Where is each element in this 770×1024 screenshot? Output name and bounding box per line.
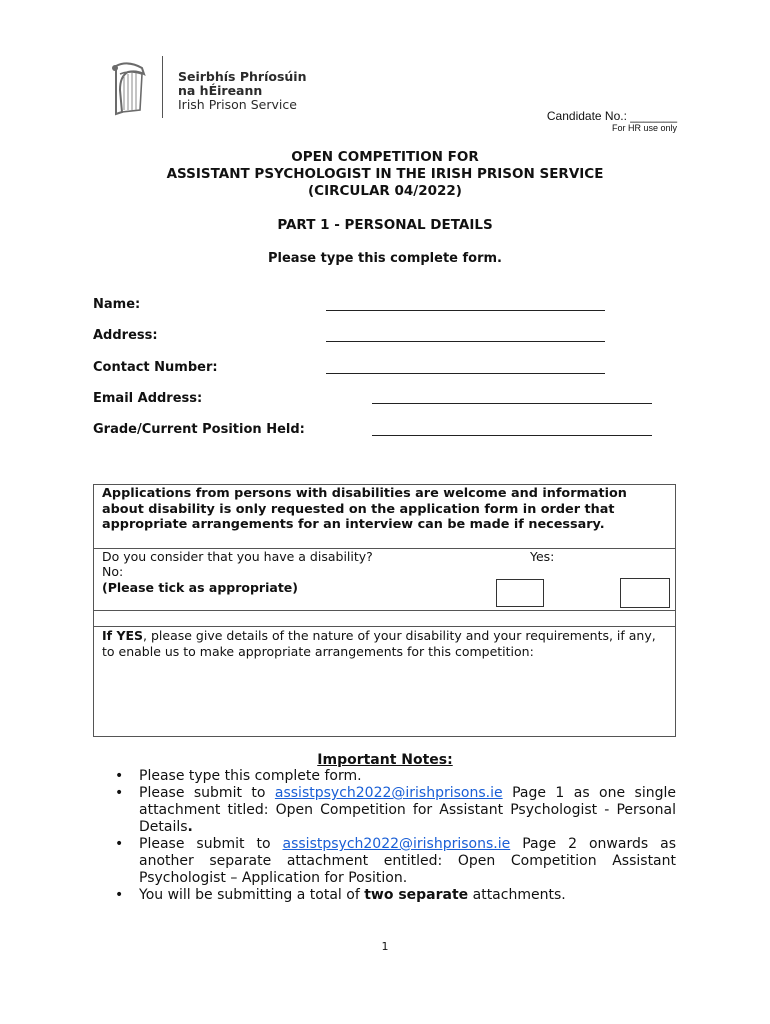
no-label: No: xyxy=(102,564,124,579)
bullet-icon: • xyxy=(115,785,124,801)
note-2-end: . xyxy=(187,819,193,835)
note-1: Please type this complete form. xyxy=(139,768,362,784)
page-number: 1 xyxy=(381,940,389,953)
disability-info-box xyxy=(93,484,676,549)
no-checkbox[interactable] xyxy=(620,578,670,608)
irish-prison-service-logo xyxy=(106,56,316,120)
email-link[interactable]: assistpsych2022@irishprisons.ie xyxy=(274,785,503,801)
contact-number-field[interactable] xyxy=(326,373,605,374)
logo-line-1: Seirbhís Phríosúin xyxy=(178,69,307,84)
yes-checkbox[interactable] xyxy=(496,579,544,607)
name-field[interactable] xyxy=(326,310,605,311)
note-2-pre: Please submit to xyxy=(139,785,266,801)
note-4-post: attachments. xyxy=(472,887,566,903)
disability-details-text xyxy=(94,627,675,659)
yes-label: Yes: xyxy=(530,549,555,564)
logo-line-3: Irish Prison Service xyxy=(178,97,297,112)
logo-divider xyxy=(162,56,163,118)
disability-spacer-row xyxy=(93,610,676,627)
logo-text xyxy=(178,70,306,112)
details-rest: , please give details of the nature of your disability and your requirements, if any, to enable us to make appropriate arrangements for this competition: xyxy=(102,628,656,659)
email-link[interactable]: assistpsych2022@irishprisons.ie xyxy=(282,836,511,852)
tick-instruction: (Please tick as appropriate) xyxy=(102,580,298,595)
bullet-icon: • xyxy=(115,768,124,784)
email-label: Email Address: xyxy=(93,391,203,406)
contact-number-label: Contact Number: xyxy=(93,360,218,375)
notes-list xyxy=(93,768,676,904)
candidate-number: Candidate No.: _______ xyxy=(546,109,677,123)
title-line-3: (CIRCULAR 04/2022) xyxy=(308,183,462,199)
hr-use-note: For HR use only xyxy=(611,123,677,133)
note-3-post: Page 2 onwards as another separate attachment entitled: Open Competition Assistant Psychologist – Application for Position. xyxy=(139,836,676,886)
address-label: Address: xyxy=(93,328,158,343)
form-instruction: Please type this complete form. xyxy=(268,251,502,266)
bullet-icon: • xyxy=(115,836,124,852)
note-item xyxy=(93,785,676,836)
address-field[interactable] xyxy=(326,341,605,342)
note-item xyxy=(93,836,676,887)
grade-field[interactable] xyxy=(372,435,652,436)
harp-icon xyxy=(106,60,150,118)
name-label: Name: xyxy=(93,297,141,312)
note-4-pre: You will be submitting a total of xyxy=(139,887,360,903)
title-line-2: ASSISTANT PSYCHOLOGIST IN THE IRISH PRISON SERVICE xyxy=(166,166,604,182)
part-heading: PART 1 - PERSONAL DETAILS xyxy=(277,217,493,233)
note-4-bold: two separate xyxy=(364,887,469,903)
grade-label: Grade/Current Position Held: xyxy=(93,422,305,437)
note-3-pre: Please submit to xyxy=(139,836,271,852)
details-bold: If YES xyxy=(102,628,144,643)
bullet-icon: • xyxy=(115,887,124,903)
disability-question-box xyxy=(93,548,676,611)
disability-info-text: Applications from persons with disabilities are welcome and information about disability is only requested on the application form in order that appropriate arrangements for an interview can be made if necessary. xyxy=(102,486,627,532)
note-item xyxy=(93,768,676,785)
notes-title: Important Notes: xyxy=(317,752,453,768)
note-2-post: Page 1 as one single attachment titled: Open Competition for Assistant Psychologist - Personal Details xyxy=(139,785,676,835)
title-line-1: OPEN COMPETITION FOR xyxy=(291,149,479,165)
disability-details-box[interactable] xyxy=(93,626,676,737)
email-field[interactable] xyxy=(372,403,652,404)
logo-line-2: na hÉireann xyxy=(178,83,263,98)
note-item xyxy=(93,887,676,904)
disability-question: Do you consider that you have a disability? xyxy=(102,549,373,564)
